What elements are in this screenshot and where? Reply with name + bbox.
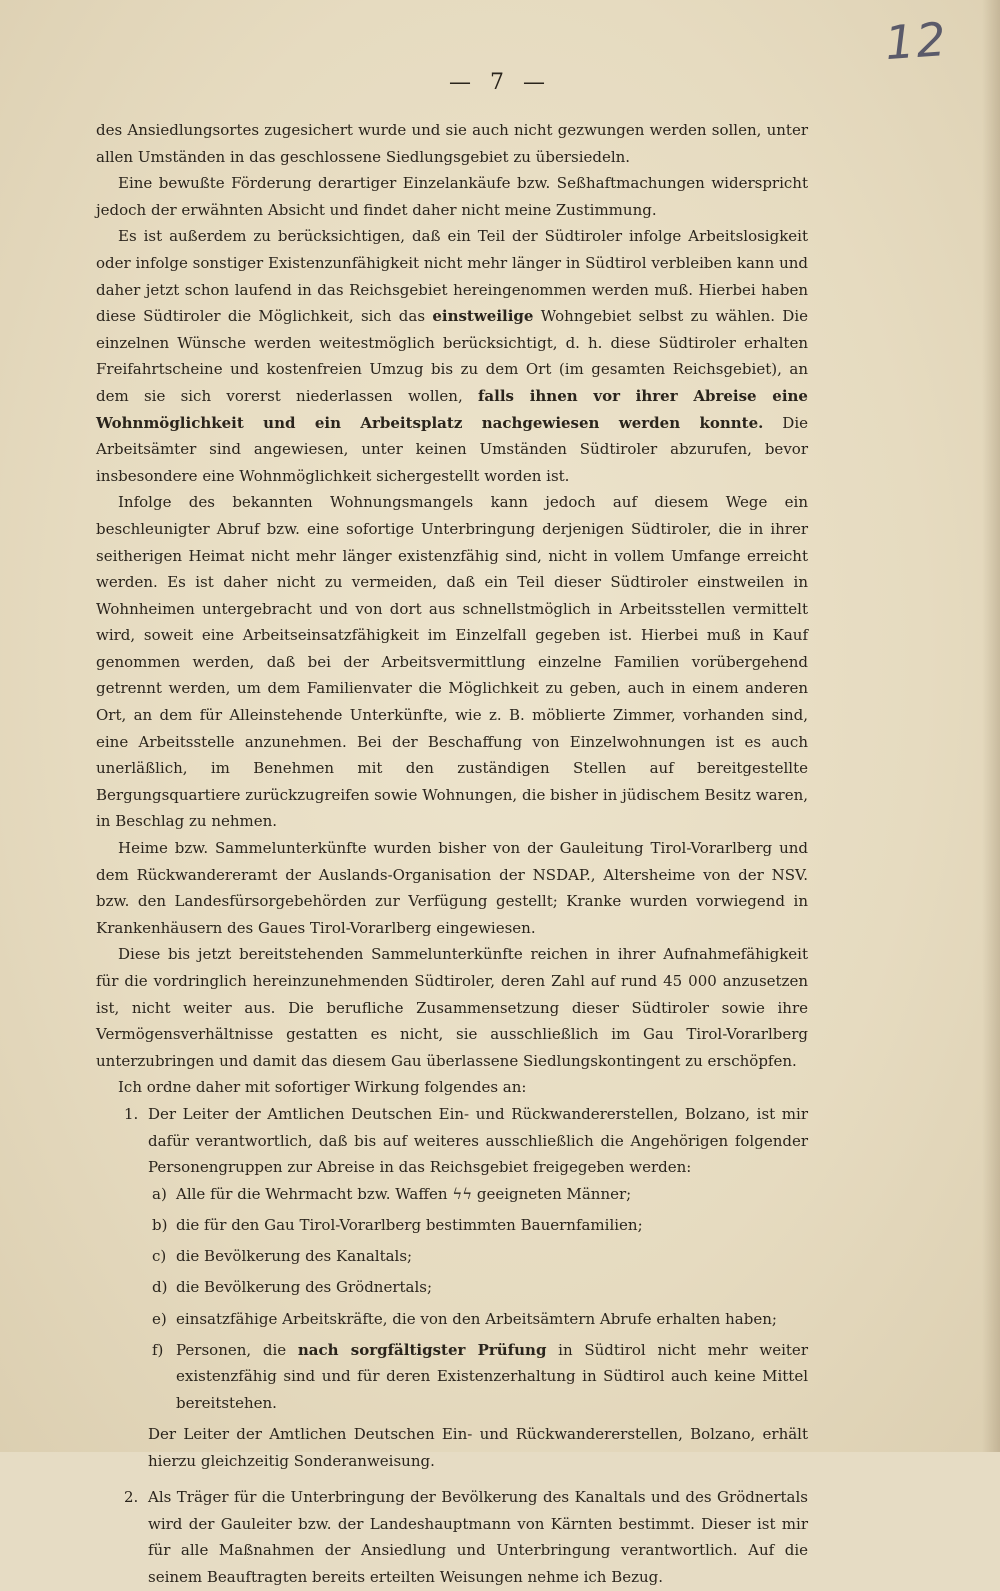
paragraph [96, 941, 808, 1074]
paragraph [96, 223, 808, 489]
sub-item [148, 1212, 808, 1239]
text-run: Heime bzw. Sammelunterkünfte wurden bisher von der Gauleitung Tirol-Vorarlberg und dem Rückwandereramt der Auslands-Organisation der NSDAP., Altersheime von der NSV. bzw. den Landesfürsorgebehörden zur Verfügung gestellt; Kranke wurden vorwiegend in Krankenhäusern des Gaues Tirol-Vorarlberg eingewiesen. [96, 839, 808, 937]
text-run: Personen, die [176, 1340, 298, 1359]
text-run: die für den Gau Tirol-Vorarlberg bestimmten Bauernfamilien; [176, 1215, 643, 1234]
text-run: Die Arbeitsämter sind angewiesen, unter keinen Umständen Südtiroler abzurufen, bevor insbesondere eine Wohnmöglichkeit sichergestellt worden ist. [96, 413, 809, 485]
text-run: des Ansiedlungsortes zugesichert wurde und sie auch nicht gezwungen werden sollen, unter allen Umständen in das geschlossene Siedlungsgebiet zu übersiedeln. [96, 121, 808, 166]
paragraph [96, 1074, 808, 1101]
order-note: Der Leiter der Amtlichen Deutschen Ein- und Rückwandererstellen, Bolzano, erhält hierzu gleichzeitig Sonderanweisung. [148, 1425, 808, 1470]
text-run: Eine bewußte Förderung derartiger Einzelankäufe bzw. Seßhaftmachungen widerspricht jedoch der erwähnten Absicht und findet daher nicht meine Zustimmung. [96, 174, 808, 219]
paragraph [96, 170, 808, 223]
page-edge-shadow [982, 0, 1000, 1452]
sub-item-letter: b) [152, 1215, 168, 1234]
text-run: die Bevölkerung des Kanaltals; [176, 1247, 413, 1266]
sub-item-letter: f) [152, 1340, 164, 1359]
order-item [96, 1484, 808, 1590]
sub-item [148, 1243, 808, 1270]
text-run: einsatzfähige Arbeitskräfte, die von den Arbeitsämtern Abrufe erhalten haben; [176, 1309, 777, 1328]
emphasized-text: einstweilige [432, 307, 534, 326]
emphasized-text: nach sorgfältigster Prüfung [297, 1340, 547, 1359]
text-run: in Südtirol nicht mehr weiter existenzfähig sind und für deren Existenzerhaltung in Südtirol auch keine Mittel bereitstehen. [176, 1340, 808, 1412]
paragraph [96, 489, 808, 835]
order-text: Der Leiter der Amtlichen Deutschen Ein- und Rückwandererstellen, Bolzano, ist mir dafür verantwortlich, daß bis auf weiteres ausschließlich die Angehörigen folgender Personengruppen zur Abreise in das Reichsgebiet freigegeben werden: [148, 1104, 808, 1177]
order-number: 2. [124, 1488, 139, 1507]
text-run: Es ist außerdem zu berücksichtigen, daß ein Teil der Südtiroler infolge Arbeitslosigkeit oder infolge sonstiger Existenzunfähigkeit nicht mehr länger in Südtirol verbleiben kann und daher jetzt schon laufend in das Reichsgebiet hereingenommen werden muß. Hierbei haben diese Südtiroler die Möglichkeit, sich das [96, 227, 808, 326]
sub-list [148, 1181, 808, 1417]
handwritten-folio-number: 12 [883, 11, 950, 71]
text-run: Infolge des bekannten Wohnungsmangels kann jedoch auf diesem Wege ein beschleunigter Abruf bzw. eine sofortige Unterbringung derjenigen Südtiroler, die in ihrer seitherigen Heimat nicht mehr länger existenzfähig sind, nicht in vollem Umfange erreicht werden. Es ist daher nicht zu vermeiden, daß ein Teil dieser Südtiroler einstweilen in Wohnheimen untergebracht und von dort aus schnellstmöglich in Arbeitsstellen vermittelt wird, soweit eine Arbeitseinsatzfähigkeit im Einzelfall gegeben ist. Hierbei muß in Kauf genommen werden, daß bei der Arbeitsvermittlung einzelne Familien vorübergehend getrennt werden, um dem Familienvater die Möglichkeit zu geben, auch in einem anderen Ort, an dem für Alleinstehende Unterkünfte, wie z. B. möblierte Zimmer, vorhanden sind, eine Arbeitsstelle anzunehmen. Bei der Beschaffung von Einzelwohnungen ist es auch unerläßlich, im Benehmen mit den zuständigen Stellen auf bereitgestellte Bergungsquartiere zurückzugreifen sowie Wohnungen, die bisher in jüdischem Besitz waren, in Beschlag zu nehmen. [96, 493, 808, 831]
sub-item-letter: c) [152, 1247, 167, 1266]
text-run: Wohngebiet selbst zu wählen. Die einzelnen Wünsche werden weitestmöglich berücksichtigt, d. h. diese Südtiroler erhalten Freifahrtscheine und kostenfreien Umzug bis zu dem Ort (im gesamten Reichsgebiet), an dem sie sich vorerst niederlassen wollen, [96, 307, 808, 405]
text-run: Diese bis jetzt bereitstehenden Sammelunterkünfte reichen in ihrer Aufnahmefähigkeit für die vordringlich hereinzunehmenden Südtiroler, deren Zahl auf rund 45 000 anzusetzen ist, nicht weiter aus. Die berufliche Zusammensetzung dieser Südtiroler sowie ihre Vermögensverhältnisse gestatten es nicht, sie ausschließlich im Gau Tirol-Vorarlberg unterzubringen und damit das diesem Gau überlassene Siedlungskontingent zu erschöpfen. [96, 945, 808, 1070]
sub-item-letter: d) [152, 1278, 168, 1297]
order-list [96, 1101, 808, 1591]
text-run: die Bevölkerung des Grödnertals; [176, 1278, 433, 1297]
sub-item [148, 1306, 808, 1333]
order-text: Als Träger für die Unterbringung der Bevölkerung des Kanaltals und des Grödnertals wird der Gauleiter bzw. der Landeshauptmann von Kärnten bestimmt. Dieser ist mir für alle Maßnahmen der Ansiedlung und Unterbringung verantwortlich. Auf die seinem Beauftragten bereits erteilten Weisungen nehme ich Bezug. [148, 1488, 808, 1587]
text-run: Ich ordne daher mit sofortiger Wirkung folgendes an: [118, 1078, 527, 1097]
page-number: — 7 — [449, 70, 551, 95]
emphasized-text: falls ihnen vor ihrer Abreise eine Wohnmöglichkeit und ein Arbeitsplatz nachgewiesen werden konnte. [96, 386, 808, 432]
sub-item-letter: a) [152, 1184, 167, 1203]
paragraph [96, 117, 808, 170]
text-run: Alle für die Wehrmacht bzw. Waffen ϟϟ geeigneten Männer; [176, 1184, 632, 1203]
sub-item [148, 1337, 808, 1417]
order-number: 1. [124, 1104, 139, 1123]
sub-item-letter: e) [152, 1309, 167, 1328]
paragraph-list [96, 117, 808, 1101]
sub-item [148, 1181, 808, 1208]
body-text [96, 117, 808, 1591]
order-item [96, 1101, 808, 1474]
sub-item [148, 1274, 808, 1301]
paragraph [96, 835, 808, 941]
